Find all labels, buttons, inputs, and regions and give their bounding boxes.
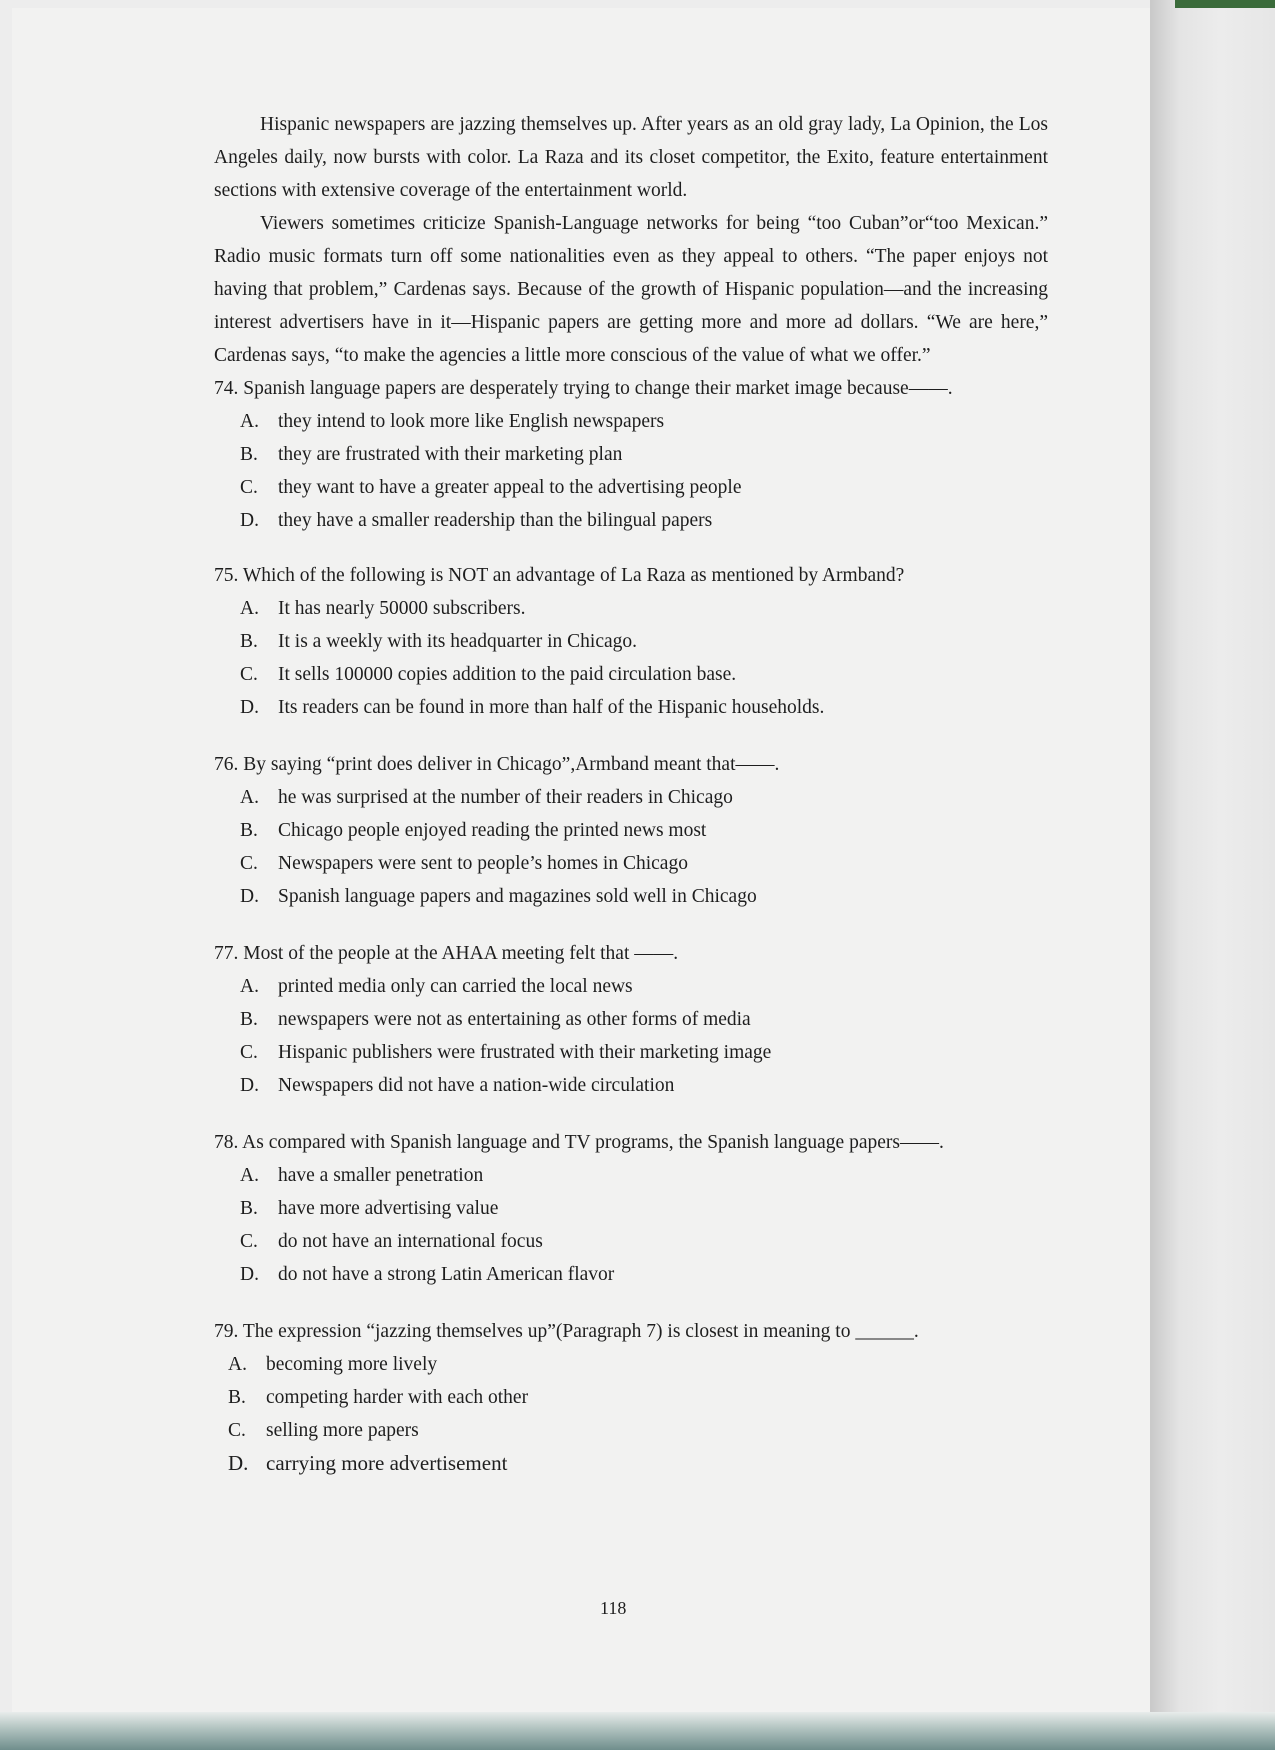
option-letter: C. — [228, 1420, 246, 1441]
option-d — [214, 1069, 1048, 1102]
option-letter: A. — [240, 411, 259, 432]
question-stem: 74. Spanish language papers are desperately trying to change their market image because——. — [214, 378, 953, 399]
option-letter: B. — [240, 1198, 258, 1219]
question-stem: 76. By saying “print does deliver in Chicago”,Armband meant that——. — [214, 754, 780, 775]
option-letter: D. — [228, 1451, 249, 1475]
option-text: have a smaller penetration — [278, 1165, 484, 1186]
option-letter: C. — [240, 477, 258, 498]
option-text: do not have an international focus — [278, 1231, 543, 1252]
option-b — [214, 1381, 1048, 1414]
option-b — [214, 1192, 1048, 1225]
question-78 — [214, 1126, 1048, 1291]
option-text: competing harder with each other — [266, 1387, 529, 1408]
option-text: they have a smaller readership than the bilingual papers — [278, 510, 713, 531]
option-text: It is a weekly with its headquarter in Chicago. — [278, 631, 638, 652]
option-d — [214, 504, 1048, 537]
option-letter: C. — [240, 853, 258, 874]
option-text: they are frustrated with their marketing plan — [278, 444, 623, 465]
option-letter: C. — [240, 1231, 258, 1252]
option-text: Its readers can be found in more than half of the Hispanic households. — [278, 697, 825, 718]
option-b — [214, 814, 1048, 847]
scanner-edge — [0, 1712, 1275, 1750]
option-letter: D. — [240, 510, 259, 531]
option-text: they intend to look more like English newspapers — [278, 411, 665, 432]
option-c — [214, 1036, 1048, 1069]
page-number: 118 — [600, 1598, 627, 1618]
question-stem: 77. Most of the people at the AHAA meeting felt that ——. — [214, 943, 679, 964]
option-text: selling more papers — [266, 1420, 419, 1441]
option-letter: A. — [240, 787, 259, 808]
option-c — [214, 847, 1048, 880]
option-text: they want to have a greater appeal to the advertising people — [278, 477, 742, 498]
option-letter: B. — [240, 444, 258, 465]
option-letter: B. — [240, 631, 258, 652]
passage-paragraph: Hispanic newspapers are jazzing themselves up. After years as an old gray lady, La Opinion, the Los Angeles daily, now bursts with color. La Raza and its closet competitor, the Exito, feature entertainment sections with extensive coverage of the entertainment world. — [214, 114, 1048, 201]
question-76 — [214, 748, 1048, 913]
option-c — [214, 1414, 1048, 1447]
option-c — [214, 471, 1048, 504]
option-d — [214, 880, 1048, 913]
option-text: Newspapers were sent to people’s homes in Chicago — [278, 853, 688, 874]
option-text: It sells 100000 copies addition to the paid circulation base. — [278, 664, 737, 685]
option-text: It has nearly 50000 subscribers. — [278, 598, 526, 619]
question-stem: 78. As compared with Spanish language and TV programs, the Spanish language papers——. — [214, 1132, 944, 1153]
option-text: newspapers were not as entertaining as other forms of media — [278, 1009, 751, 1030]
option-d — [214, 691, 1048, 724]
option-text: do not have a strong Latin American flavor — [278, 1264, 615, 1285]
option-letter: A. — [240, 1165, 259, 1186]
option-letter: B. — [228, 1387, 246, 1408]
option-letter: C. — [240, 664, 258, 685]
option-letter: C. — [240, 1042, 258, 1063]
option-a — [214, 1348, 1048, 1381]
passage-paragraph: Viewers sometimes criticize Spanish-Language networks for being “too Cuban”or“too Mexican.” Radio music formats turn off some nationalities even as they appeal to others. “The paper enjoys not having that problem,” Cardenas says. Because of the growth of Hispanic population—and the increasing interest advertisers have in it—Hispanic papers are getting more and more ad dollars. “We are here,” Cardenas says, “to make the agencies a little more conscious of the value of what we offer.” — [214, 213, 1048, 366]
option-text: Hispanic publishers were frustrated with their marketing image — [278, 1042, 772, 1063]
option-c — [214, 658, 1048, 691]
option-a — [214, 405, 1048, 438]
option-text: he was surprised at the number of their readers in Chicago — [278, 787, 733, 808]
option-b — [214, 438, 1048, 471]
option-letter: D. — [240, 1075, 259, 1096]
question-74 — [214, 372, 1048, 537]
option-letter: D. — [240, 1264, 259, 1285]
binding-shadow — [1150, 0, 1275, 1750]
question-stem: 75. Which of the following is NOT an advantage of La Raza as mentioned by Armband? — [214, 565, 905, 586]
option-a — [214, 1159, 1048, 1192]
option-letter: B. — [240, 820, 258, 841]
option-a — [214, 592, 1048, 625]
option-text: becoming more lively — [266, 1354, 438, 1375]
cover-edge — [1175, 0, 1275, 8]
option-text: carrying more advertisement — [266, 1451, 508, 1475]
option-a — [214, 781, 1048, 814]
option-a — [214, 970, 1048, 1003]
option-text: have more advertising value — [278, 1198, 499, 1219]
option-letter: A. — [240, 976, 259, 997]
option-letter: D. — [240, 886, 259, 907]
option-c — [214, 1225, 1048, 1258]
option-b — [214, 625, 1048, 658]
option-letter: D. — [240, 697, 259, 718]
option-text: printed media only can carried the local news — [278, 976, 633, 997]
option-text: Chicago people enjoyed reading the printed news most — [278, 820, 707, 841]
question-75 — [214, 559, 1048, 724]
option-letter: A. — [228, 1354, 247, 1375]
option-letter: B. — [240, 1009, 258, 1030]
option-letter: A. — [240, 598, 259, 619]
question-79 — [214, 1315, 1048, 1480]
option-d — [214, 1258, 1048, 1291]
option-b — [214, 1003, 1048, 1036]
option-d — [214, 1447, 1048, 1480]
question-77 — [214, 937, 1048, 1102]
option-text: Newspapers did not have a nation-wide circulation — [278, 1075, 675, 1096]
page-content — [214, 108, 1048, 1504]
option-text: Spanish language papers and magazines sold well in Chicago — [278, 886, 757, 907]
question-stem: 79. The expression “jazzing themselves up”(Paragraph 7) is closest in meaning to ______. — [214, 1321, 919, 1342]
